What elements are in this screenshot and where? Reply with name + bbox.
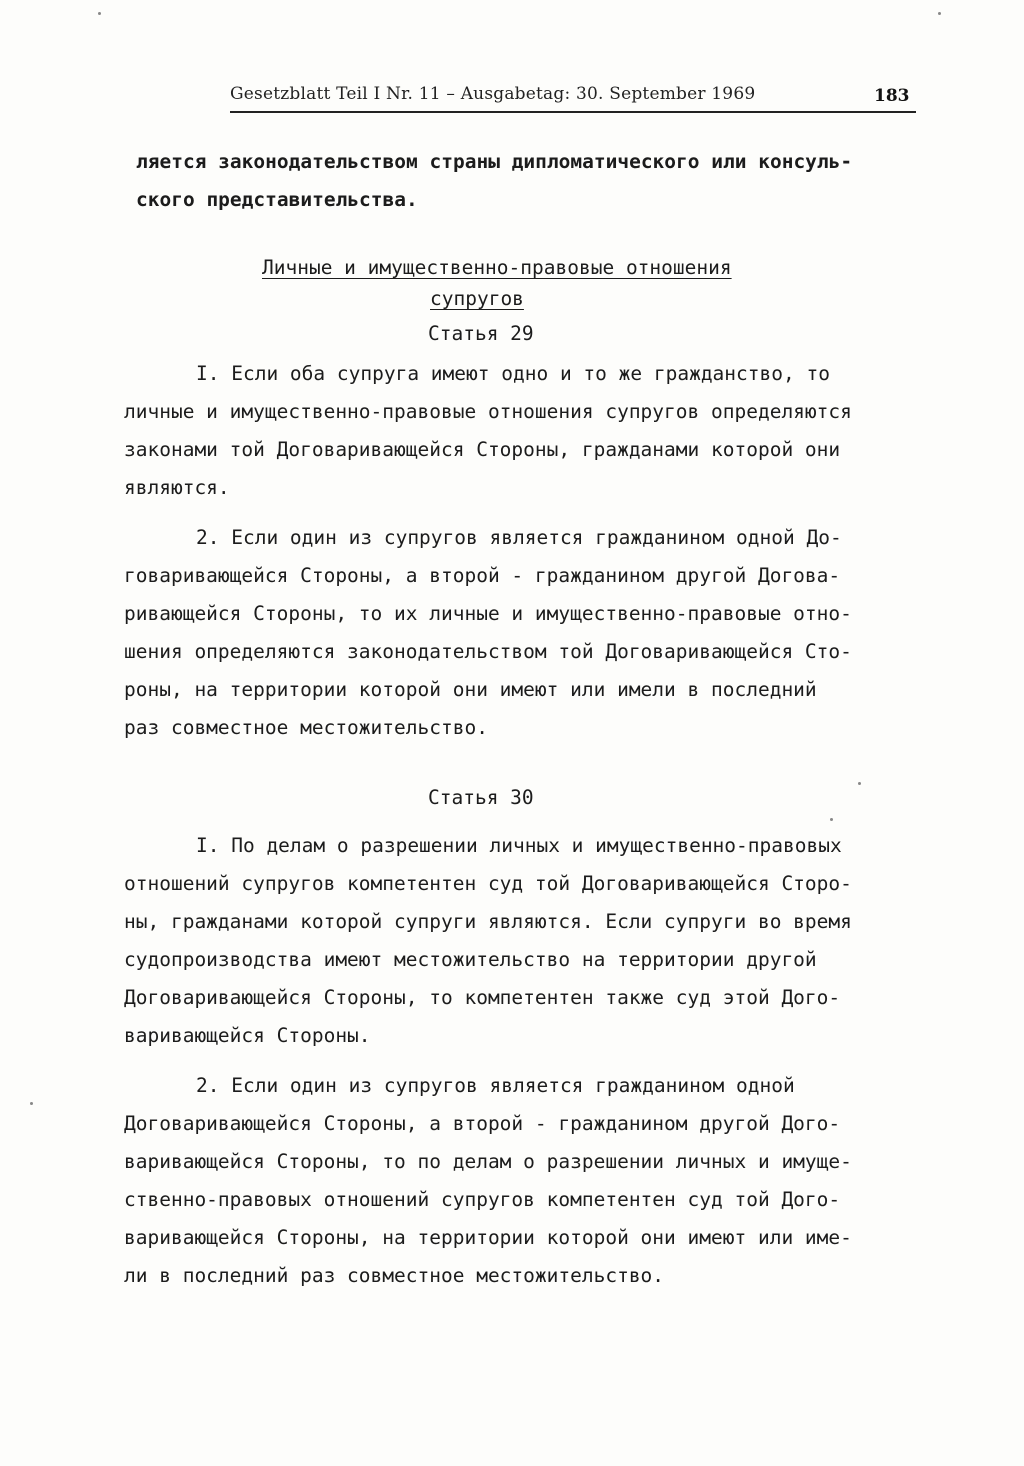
header-rule: [230, 111, 916, 113]
text-line: варивающейся Стороны, на территории которой они имеют или име-: [124, 1226, 852, 1249]
text-line: варивающейся Стороны, то по делам о разрешении личных и имуще-: [124, 1150, 852, 1173]
text-line: роны, на территории которой они имеют или имели в последний: [124, 678, 817, 701]
text-line: личные и имущественно-правовые отношения супругов определяются: [124, 400, 852, 423]
text-line: законами той Договаривающейся Стороны, гражданами которой они: [124, 438, 841, 461]
text-line: 2. Если один из супругов является гражданином одной До-: [196, 526, 842, 549]
text-line: отношений супругов компетентен суд той Договаривающейся Сторо-: [124, 872, 852, 895]
text-line: ны, гражданами которой супруги являются. Если супруги во время: [124, 910, 852, 933]
text-line: являются.: [124, 476, 230, 499]
scan-speck: [98, 12, 101, 15]
scan-speck: [30, 1102, 33, 1105]
page-number: 183: [874, 86, 910, 106]
text-line: говаривающейся Стороны, а второй - гражданином другой Догова-: [124, 564, 841, 587]
text-line: I. По делам о разрешении личных и имущественно-правовых: [196, 834, 842, 857]
section-title-line-1: Личные и имущественно-правовые отношения: [262, 256, 732, 279]
scan-speck: [938, 12, 941, 15]
scan-speck: [858, 782, 861, 785]
text-line: ляется законодательством страны дипломатического или консуль-: [136, 150, 853, 173]
text-line: ственно-правовых отношений супругов компетентен суд той Дого-: [124, 1188, 841, 1211]
running-header: Gesetzblatt Teil I Nr. 11 – Ausgabetag: 30. September 1969: [230, 84, 756, 104]
text-line: шения определяются законодательством той Договаривающейся Сто-: [124, 640, 852, 663]
article-29-heading: Статья 29: [428, 322, 534, 345]
text-line: 2. Если один из супругов является гражданином одной: [196, 1074, 795, 1097]
scan-speck: [830, 818, 833, 821]
article-30-heading: Статья 30: [428, 786, 534, 809]
text-line: раз совместное местожительство.: [124, 716, 488, 739]
text-line: ривающейся Стороны, то их личные и имущественно-правовые отно-: [124, 602, 852, 625]
section-title-line-2: супругов: [430, 287, 524, 310]
text-line: I. Если оба супруга имеют одно и то же гражданство, то: [196, 362, 830, 385]
text-line: Договаривающейся Стороны, то компетентен также суд этой Дого-: [124, 986, 841, 1009]
text-line: Договаривающейся Стороны, а второй - гражданином другой Дого-: [124, 1112, 841, 1135]
text-line: судопроизводства имеют местожительство на территории другой: [124, 948, 817, 971]
text-line: ского представительства.: [136, 188, 418, 211]
text-line: ли в последний раз совместное местожительство.: [124, 1264, 665, 1287]
text-line: варивающейся Стороны.: [124, 1024, 371, 1047]
